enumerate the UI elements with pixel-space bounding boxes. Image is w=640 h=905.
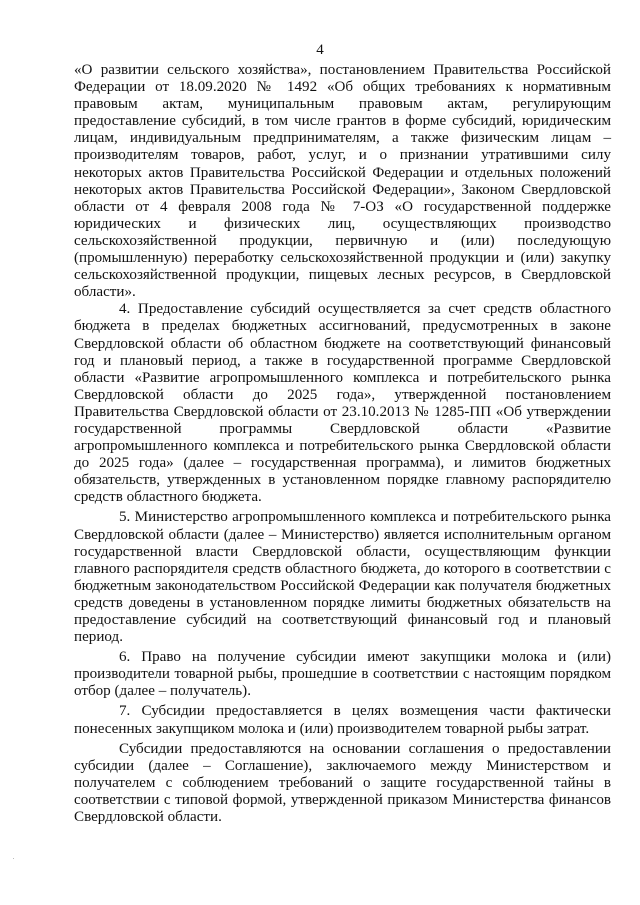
scan-speck [13,858,14,859]
paragraph-item-5: 5. Министерство агропромышленного комплекса и потребительского рынка Свердловской области (далее – Министерство) является исполнительным органом государственной власти Свердловской области, осуществляющим функции главного распорядителя средств областного бюджета, до которого в соответствии с бюджетным законодательством Российской Федерации как получателя бюджетных средств доведены в установленном порядке лимиты бюджетных обязательств на предоставление субсидий на соответствующий финансовый год и плановый период. [74,509,611,646]
document-body [74,62,611,826]
paragraph-item-6: 6. Право на получение субсидии имеют закупщики молока и (или) производители товарной рыбы, прошедшие в соответствии с настоящим порядком отбор (далее – получатель). [74,649,611,700]
paragraph-item-4: 4. Предоставление субсидий осуществляется за счет средств областного бюджета в пределах бюджетных ассигнований, предусмотренных в законе Свердловской области об областном бюджете на соответствующий финансовый год и плановый период, а также в государственной программе Свердловской области «Развитие агропромышленного комплекса и потребительского рынка Свердловской области до 2025 года», утвержденной постановлением Правительства Свердловской области от 23.10.2013 № 1285-ПП «Об утверждении государственной программы Свердловской области «Развитие агропромышленного комплекса и потребительского рынка Свердловской области до 2025 года» (далее – государственная программа), и лимитов бюджетных обязательств, утвержденных в установленном порядке главному распорядителю средств областного бюджета. [74,301,611,506]
paragraph-item-7-agreement: Субсидии предоставляются на основании соглашения о предоставлении субсидии (далее – Соглашение), заключаемого между Министерством и получателем с соблюдением требований о защите государственной тайны в соответствии с типовой формой, утвержденной приказом Министерства финансов Свердловской области. [74,740,611,826]
page-number: 4 [316,42,324,58]
paragraph-continuation: «О развитии сельского хозяйства», постановлением Правительства Российской Федерации от 18.09.2020 № 1492 «Об общих требованиях к нормативным правовым актам, муниципальным правовым актам, регулирующим предоставление субсидий, в том числе грантов в форме субсидий, юридическим лицам, индивидуальным предпринимателям, а также физическим лицам – производителям товаров, работ, услуг, и о признании утратившими силу некоторых актов Правительства Российской Федерации и отдельных положений некоторых актов Правительства Российской Федерации», Законом Свердловской области от 4 февраля 2008 года № 7-ОЗ «О государственной поддержке юридических и физических лиц, осуществляющих производство сельскохозяйственной продукции, первичную и (или) последующую (промышленную) переработку сельскохозяйственной продукции и (или) закупку сельскохозяйственной продукции, пищевых лесных ресурсов, в Свердловской области». [74,62,611,301]
paragraph-item-7: 7. Субсидии предоставляется в целях возмещения части фактически понесенных закупщиком молока и (или) производителем товарной рыбы затрат. [74,703,611,737]
